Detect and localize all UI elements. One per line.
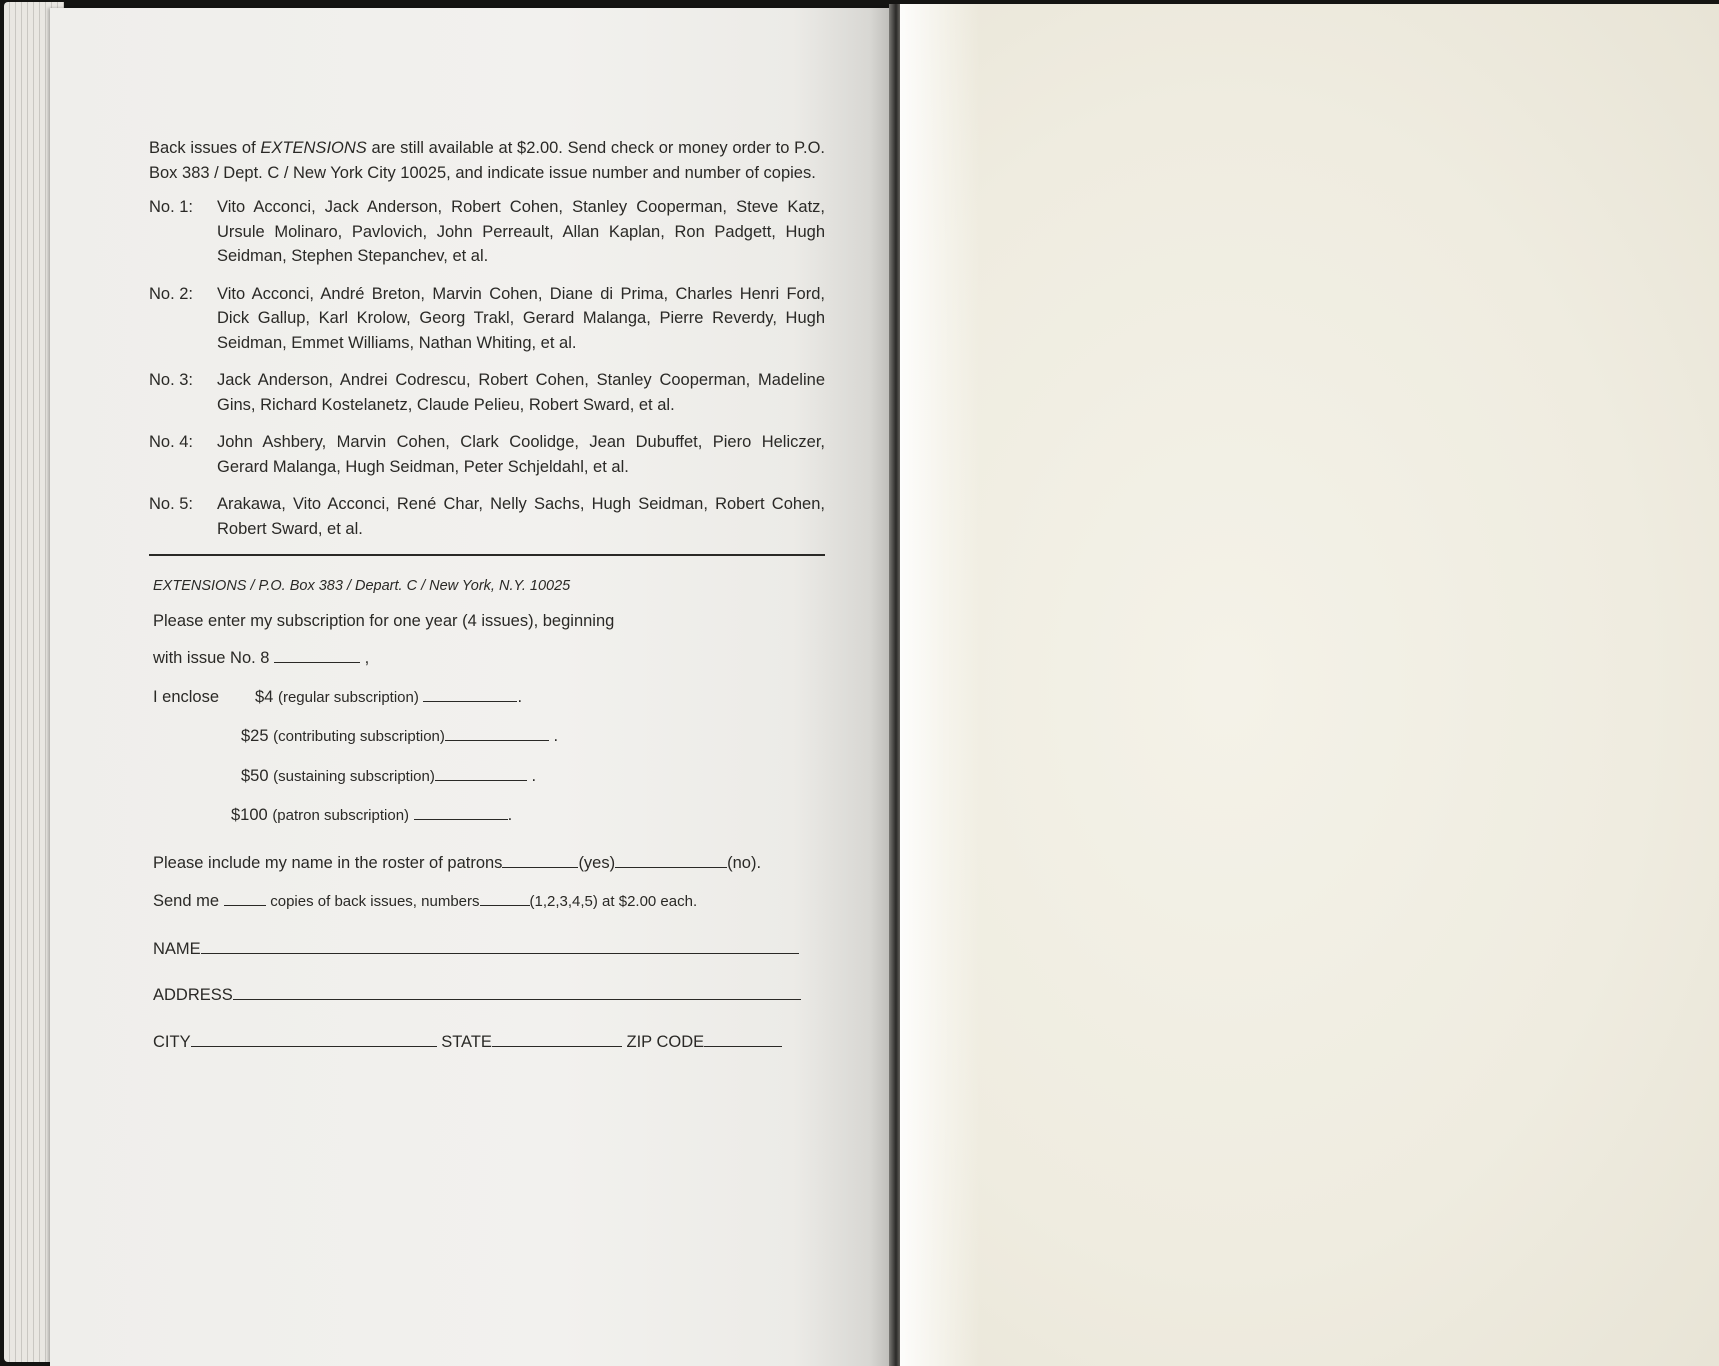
issue-entry-1 <box>149 195 825 269</box>
subscription-line-2: with issue No. 8 , <box>153 649 370 667</box>
right-page-blank <box>900 4 1719 1366</box>
issue-number: No. 3: <box>149 371 194 389</box>
roster-line: Please include my name in the roster of patrons (yes) (no). <box>153 853 762 872</box>
form-address-header: EXTENSIONS / P.O. Box 383 / Depart. C / New York, N.Y. 10025 <box>153 578 571 594</box>
numbers-blank[interactable] <box>480 891 530 906</box>
issue-entry-3 <box>149 368 825 417</box>
city-label: CITY <box>153 1032 191 1051</box>
back-issues-intro: Back issues of EXTENSIONS are still available at $2.00. Send check or money order to P.O. Box 383 / Dept. C / New York City 10025, and indicate issue number and number of copies. <box>149 139 826 182</box>
issue-number: No. 1: <box>149 198 194 216</box>
form-divider <box>149 554 825 556</box>
roster-yes-blank[interactable] <box>502 853 578 868</box>
copies-blank[interactable] <box>224 891 266 906</box>
patron-blank[interactable] <box>414 805 508 820</box>
issue-contributors: Arakawa, Vito Acconci, René Char, Nelly Sachs, Hugh Seidman, Robert Cohen, Robert Sward, et al. <box>217 495 825 538</box>
contributing-blank[interactable] <box>445 726 549 741</box>
sustaining-blank[interactable] <box>435 766 527 781</box>
option-contributing: $25 (contributing subscription) . <box>241 727 559 745</box>
option-sustaining: $50 (sustaining subscription) . <box>241 766 537 785</box>
city-state-zip-line <box>149 1030 825 1055</box>
state-label: STATE <box>441 1032 492 1051</box>
issue-number: No. 5: <box>149 495 194 513</box>
issue-contributors: Jack Anderson, Andrei Codrescu, Robert Cohen, Stanley Cooperman, Madeline Gins, Richard Kostelanetz, Claude Pelieu, Robert Sward, et al. <box>217 371 825 414</box>
option-patron: $100 (patron subscription) . <box>231 806 513 824</box>
zip-label: ZIP CODE <box>626 1032 705 1051</box>
back-issues-order-line: Send me copies of back issues, numbers (1,2,3,4,5) at $2.00 each. <box>153 892 698 910</box>
enclose-label: I enclose <box>153 687 220 706</box>
address-line <box>149 983 825 1008</box>
address-blank[interactable] <box>233 985 801 1000</box>
name-line <box>149 937 825 962</box>
regular-blank[interactable] <box>423 687 517 702</box>
issue-contributors: John Ashbery, Marvin Cohen, Clark Coolidge, Jean Dubuffet, Piero Heliczer, Gerard Malanga, Hugh Seidman, Peter Schjeldahl, et al. <box>217 433 825 476</box>
start-issue-blank[interactable] <box>274 648 360 663</box>
zip-blank[interactable] <box>704 1032 782 1047</box>
state-blank[interactable] <box>492 1032 622 1047</box>
roster-no-blank[interactable] <box>615 853 727 868</box>
issue-contributors: Vito Acconci, Jack Anderson, Robert Cohen, Stanley Cooperman, Steve Katz, Ursule Molinaro, Pavlovich, John Perreault, Allan Kaplan, Ron Padgett, Hugh Seidman, Stephen Stepanchev, et al. <box>217 198 825 265</box>
option-regular: I enclose $4 (regular subscription) . <box>149 685 825 711</box>
issue-entry-5 <box>149 492 825 541</box>
name-blank[interactable] <box>201 939 799 954</box>
issue-entry-4 <box>149 430 825 479</box>
issue-number: No. 4: <box>149 433 194 451</box>
issue-entry-2 <box>149 282 825 356</box>
city-blank[interactable] <box>191 1032 437 1047</box>
name-label: NAME <box>153 939 201 958</box>
address-label: ADDRESS <box>153 986 233 1004</box>
issue-contributors: Vito Acconci, André Breton, Marvin Cohen, Diane di Prima, Charles Henri Ford, Dick Gallup, Karl Krolow, Georg Trakl, Gerard Malanga, Pierre Reverdy, Hugh Seidman, Emmet Williams, Nathan Whiting, et al. <box>217 284 825 352</box>
address-fields <box>149 937 825 1055</box>
left-page-content <box>149 136 825 1076</box>
issue-number: No. 2: <box>149 284 194 303</box>
subscription-line-1: Please enter my subscription for one year (4 issues), beginning <box>153 611 615 630</box>
magazine-title: EXTENSIONS <box>260 139 367 157</box>
